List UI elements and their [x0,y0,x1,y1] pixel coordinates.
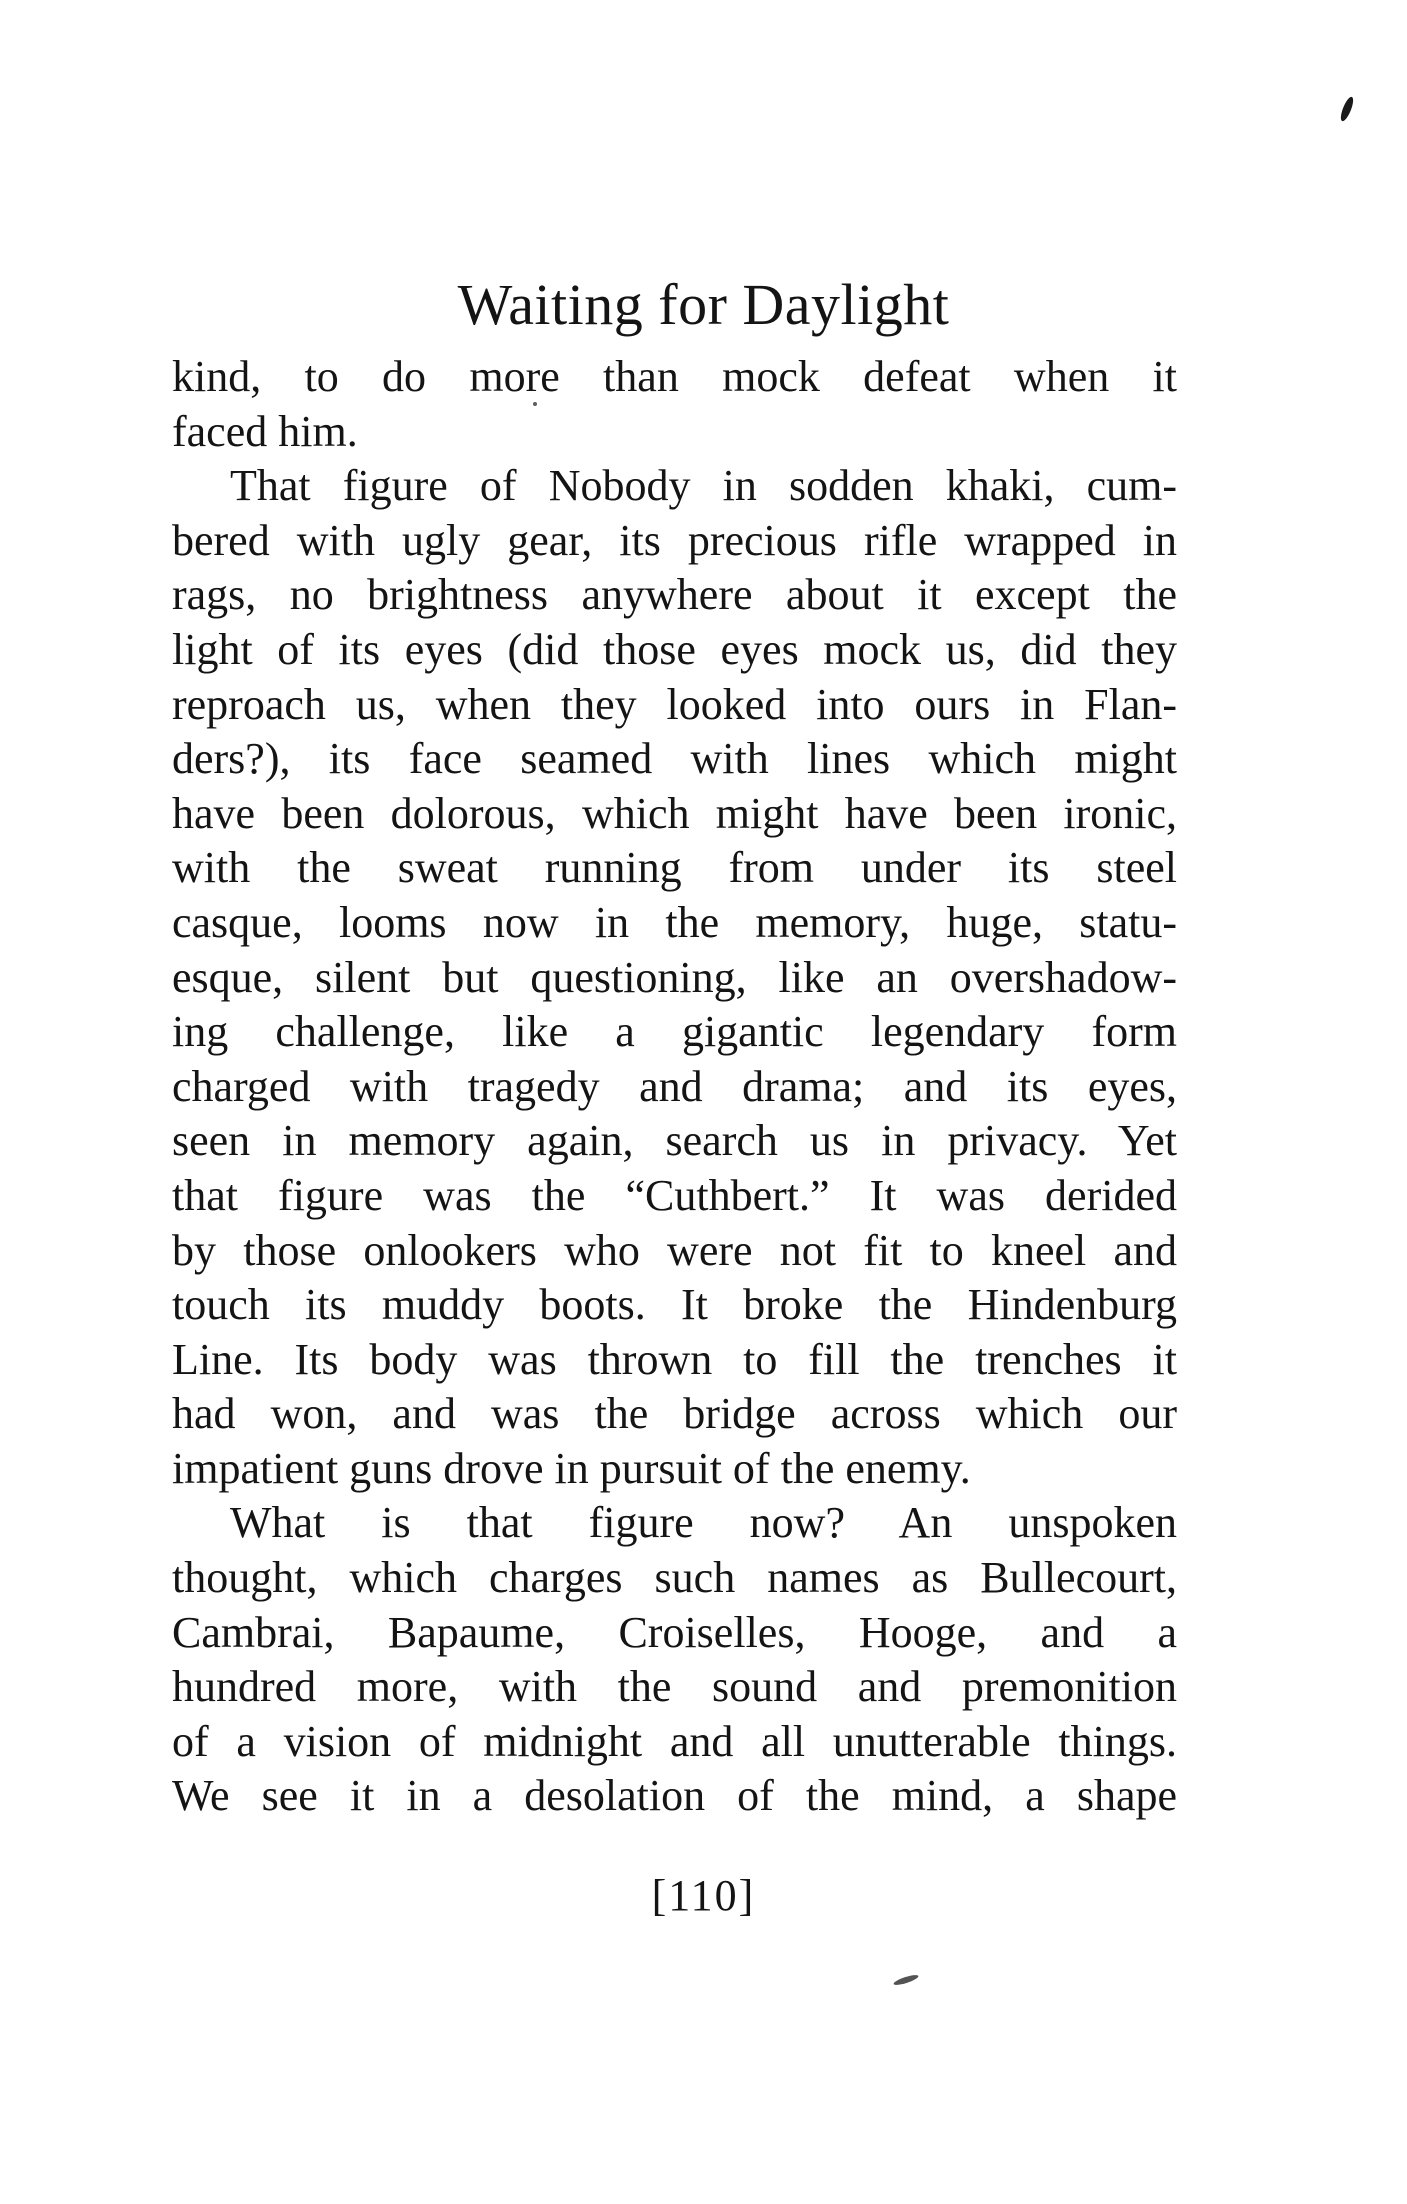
body-text [172,350,1177,1824]
text-line: charged with tragedy and drama; and its eyes, [172,1061,1177,1111]
text-line: impatient guns drove in pursuit of the enemy. [172,1443,971,1493]
ink-mark [1338,95,1355,122]
text-line: rags, no brightness anywhere about it except the [172,570,1177,620]
text-line: reproach us, when they looked into ours in Flan- [172,679,1177,729]
text-line: faced him. [172,406,358,456]
running-head: Waiting for Daylight [457,272,950,337]
text-line: Cambrai, Bapaume, Croiselles, Hooge, and a [172,1607,1177,1657]
text-line: What is that figure now? An unspoken [230,1498,1177,1548]
text-line: esque, silent but questioning, like an overshadow- [172,952,1177,1002]
text-line: thought, which charges such names as Bullecourt, [172,1553,1177,1603]
text-line: hundred more, with the sound and premonition [172,1662,1177,1712]
text-line: ders?), its face seamed with lines which might [172,734,1177,784]
text-line: that figure was the “Cuthbert.” It was derided [172,1170,1177,1220]
text-line: bered with ugly gear, its precious rifle wrapped in [172,515,1177,565]
text-line: light of its eyes (did those eyes mock us, did they [172,624,1177,674]
text-line: had won, and was the bridge across which our [172,1389,1177,1439]
text-line: with the sweat running from under its steel [172,843,1177,893]
text-line: seen in memory again, search us in privacy. Yet [172,1116,1177,1166]
text-line: Line. Its body was thrown to fill the trenches it [172,1334,1177,1384]
text-line: touch its muddy boots. It broke the Hindenburg [172,1280,1177,1330]
text-line: have been dolorous, which might have been ironic, [172,788,1177,838]
text-line: of a vision of midnight and all unutterable things. [172,1716,1177,1766]
text-line: That figure of Nobody in sodden khaki, cum- [230,461,1177,511]
text-line: We see it in a desolation of the mind, a shape [172,1771,1177,1821]
text-line: by those onlookers who were not fit to kneel and [172,1225,1177,1275]
text-line: ing challenge, like a gigantic legendary form [172,1007,1177,1057]
text-line: casque, looms now in the memory, huge, statu- [172,897,1177,947]
ink-smudge [893,1973,920,1987]
page-number: [110] [651,1871,756,1920]
text-line: kind, to do more than mock defeat when it [172,352,1177,401]
